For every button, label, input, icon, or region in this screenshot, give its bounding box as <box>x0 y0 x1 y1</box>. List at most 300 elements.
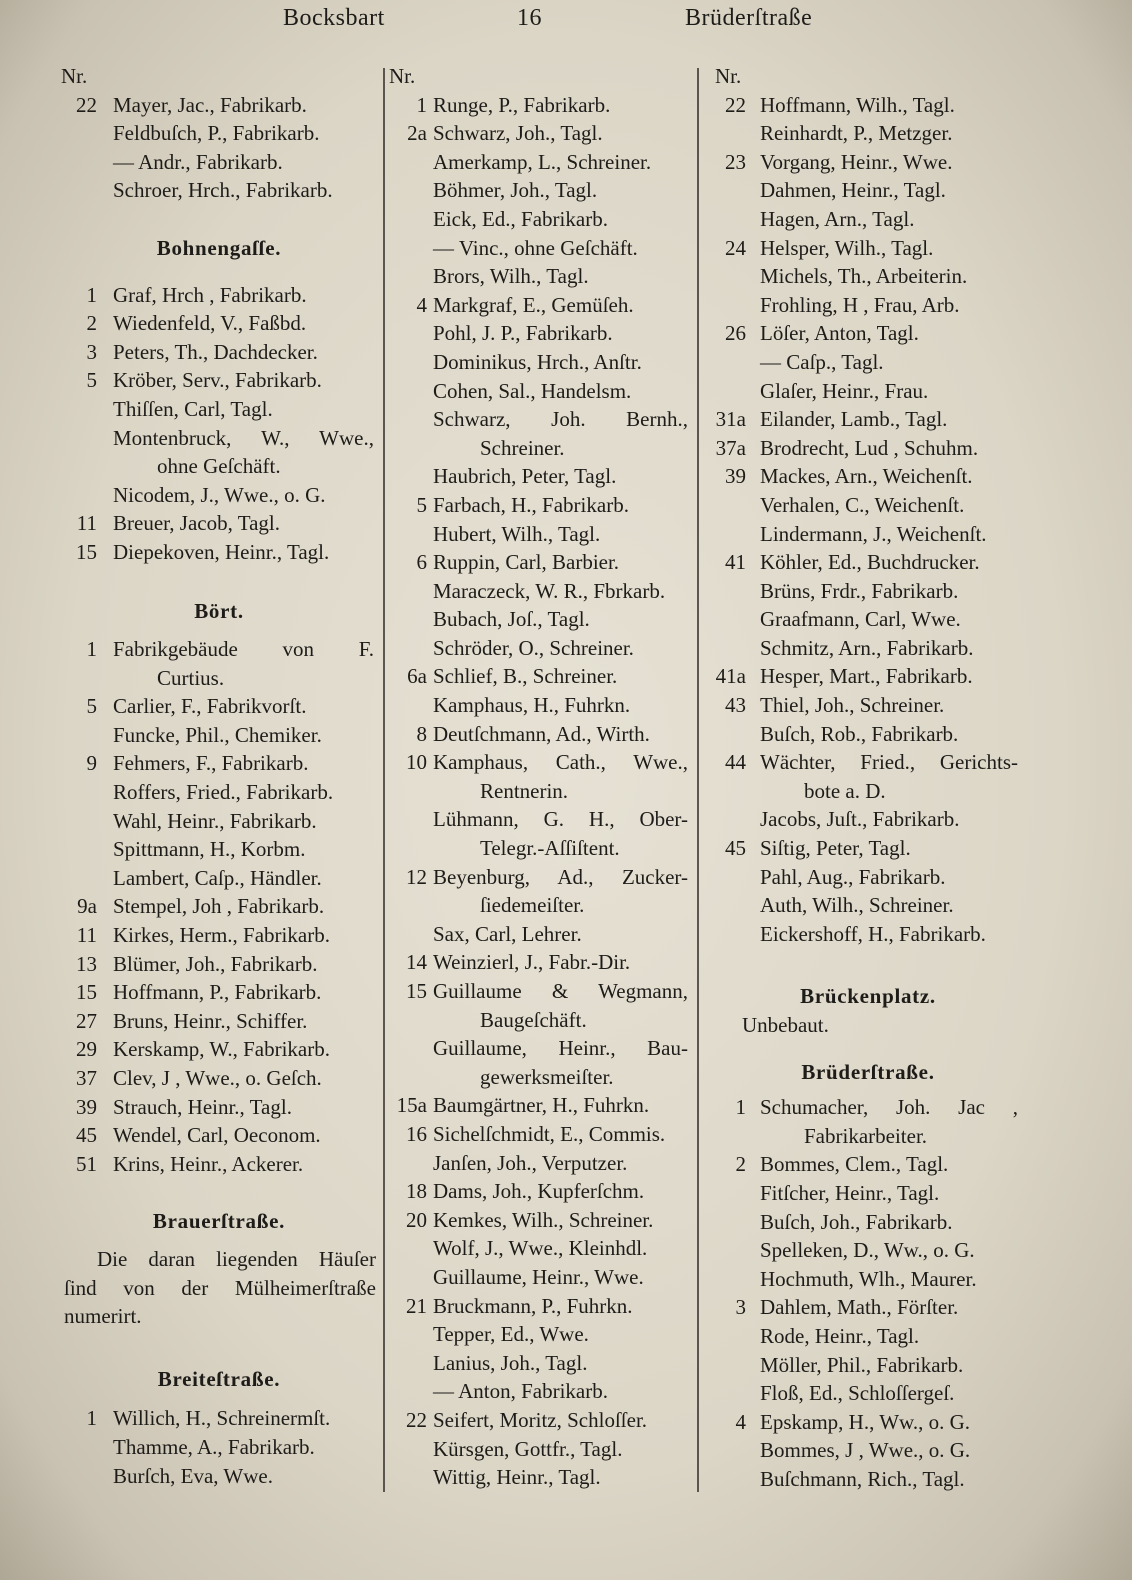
resident-entry: Peters, Th., Dachdecker. <box>113 339 318 364</box>
resident-entry: Wendel, Carl, Oeconom. <box>113 1123 321 1148</box>
resident-entry: Wiedenfeld, V., Faßbd. <box>113 311 307 336</box>
resident-entry: Lambert, Caſp., Händler. <box>113 865 322 890</box>
house-number: 4 <box>416 292 427 317</box>
resident-entry: Ruppin, Carl, Barbier. <box>433 550 620 575</box>
address-entry <box>712 748 1024 777</box>
address-entry <box>386 1435 694 1464</box>
resident-entry: Burſch, Eva, Wwe. <box>113 1463 273 1488</box>
street-note <box>58 1245 380 1331</box>
address-entry <box>386 548 694 577</box>
address-entry <box>712 234 1024 263</box>
house-number: 27 <box>76 1008 97 1033</box>
note-line: numerirt. <box>64 1304 142 1329</box>
address-entry <box>386 1206 694 1235</box>
resident-entry: Guillaume, Heinr., Wwe. <box>433 1264 644 1289</box>
street-note: Unbebaut. <box>742 1013 829 1037</box>
resident-entry: Dams, Joh., Kupferſchm. <box>433 1179 645 1204</box>
address-entry <box>386 291 694 320</box>
resident-entry: Spittmann, H., Korbm. <box>113 837 306 862</box>
resident-entry: Bommes, J , Wwe., o. G. <box>760 1438 971 1463</box>
street-heading: Brauerſtraße. <box>152 1209 286 1234</box>
address-entry <box>386 1406 694 1435</box>
resident-entry: Eilander, Lamb., Tagl. <box>760 407 948 432</box>
street-heading: Bört. <box>194 598 244 623</box>
house-number: 1 <box>86 637 97 662</box>
address-entry <box>58 921 380 950</box>
resident-entry: Deutſchmann, Ad., Wirth. <box>433 721 650 746</box>
address-entry <box>386 405 694 434</box>
column-divider <box>383 68 385 1492</box>
resident-entry: Floß, Ed., Schloſſergeſ. <box>760 1381 955 1406</box>
address-entry <box>386 863 694 892</box>
house-number: 6a <box>407 664 427 689</box>
house-number: 1 <box>86 282 97 307</box>
address-entry <box>386 148 694 177</box>
address-entry <box>386 1149 694 1178</box>
running-head-left: Bocksbart <box>283 5 385 31</box>
address-entry <box>58 749 380 778</box>
house-number: 37a <box>715 435 746 460</box>
resident-entry: Schwarz, Joh. Bernh., <box>433 407 688 432</box>
address-entry <box>386 1006 694 1035</box>
street-heading: Bohnengaſſe. <box>156 235 282 260</box>
address-entry <box>58 721 380 750</box>
address-entry <box>712 176 1024 205</box>
address-entry <box>712 805 1024 834</box>
resident-entry: Köhler, Ed., Buchdrucker. <box>760 550 980 575</box>
resident-entry: Vorgang, Heinr., Wwe. <box>760 149 953 174</box>
address-entry <box>386 462 694 491</box>
house-number: 8 <box>416 721 427 746</box>
house-number: 37 <box>76 1066 97 1090</box>
house-number: 39 <box>76 1094 97 1119</box>
resident-entry: Bruckmann, P., Fuhrkn. <box>433 1293 633 1318</box>
address-entry <box>386 119 694 148</box>
address-entry <box>712 319 1024 348</box>
resident-entry: Thiel, Joh., Schreiner. <box>760 693 945 718</box>
resident-entry: Markgraf, E., Gemüſeh. <box>433 292 634 317</box>
house-number: 5 <box>86 368 97 393</box>
resident-entry: Dahmen, Heinr., Tagl. <box>760 178 946 203</box>
address-entry <box>712 834 1024 863</box>
address-entry <box>712 1265 1024 1294</box>
resident-entry: Kemkes, Wilh., Schreiner. <box>433 1207 654 1232</box>
resident-entry: Mackes, Arn., Weichenſt. <box>760 464 973 489</box>
house-number: 15 <box>406 979 427 1003</box>
address-entry <box>386 577 694 606</box>
resident-entry: Auth, Wilh., Schreiner. <box>760 893 954 918</box>
resident-entry: Guillaume & Wegmann, <box>433 979 688 1003</box>
resident-entry: Hochmuth, Wlh., Maurer. <box>760 1266 977 1291</box>
house-number: 15a <box>396 1093 427 1118</box>
address-entry <box>712 205 1024 234</box>
resident-entry: Fabrikgebäude von F. <box>113 637 374 662</box>
house-number: 9a <box>77 894 97 919</box>
resident-entry: Hesper, Mart., Fabrikarb. <box>760 664 973 689</box>
address-entry <box>386 1349 694 1378</box>
address-entry <box>712 1408 1024 1437</box>
street-heading: Brückenplatz. <box>800 984 936 1009</box>
resident-entry: Stempel, Joh , Fabrikarb. <box>113 894 325 919</box>
address-entry <box>712 377 1024 406</box>
resident-entry: Buſchmann, Rich., Tagl. <box>760 1466 965 1491</box>
address-entry <box>58 1093 380 1122</box>
resident-entry: Strauch, Heinr., Tagl. <box>113 1094 292 1119</box>
address-entry <box>386 1377 694 1406</box>
resident-entry: Schlief, B., Schreiner. <box>433 664 618 689</box>
directory-column-3 <box>712 62 1024 1494</box>
address-entry <box>386 720 694 749</box>
address-entry <box>712 691 1024 720</box>
address-entry <box>58 778 380 807</box>
address-entry <box>386 1091 694 1120</box>
address-entry <box>58 366 380 395</box>
address-entry <box>712 91 1024 120</box>
number-column-label: Nr. <box>715 64 742 88</box>
house-number: 26 <box>725 321 746 346</box>
resident-entry: Kürsgen, Gottfr., Tagl. <box>433 1436 623 1461</box>
address-entry <box>386 434 694 463</box>
resident-entry: Diepekoven, Heinr., Tagl. <box>113 539 330 564</box>
resident-entry: Pahl, Aug., Fabrikarb. <box>760 864 946 889</box>
address-entry <box>386 662 694 691</box>
address-entry <box>386 1292 694 1321</box>
address-entry <box>386 605 694 634</box>
resident-entry: Reinhardt, P., Metzger. <box>760 121 953 146</box>
address-entry <box>712 348 1024 377</box>
resident-entry: Möller, Phil., Fabrikarb. <box>760 1352 964 1377</box>
address-entry <box>58 509 380 538</box>
resident-entry: Rode, Heinr., Tagl. <box>760 1323 920 1348</box>
address-entry <box>386 348 694 377</box>
house-number: 45 <box>76 1123 97 1148</box>
entry-continuation: Fabrikarbeiter. <box>804 1123 928 1148</box>
address-entry <box>58 424 380 453</box>
resident-entry: Eickershoff, H., Fabrikarb. <box>760 921 986 946</box>
address-entry <box>712 291 1024 320</box>
address-entry <box>58 91 380 120</box>
address-entry <box>386 691 694 720</box>
entry-continuation: Baugeſchäft. <box>480 1007 587 1032</box>
resident-entry: Maraczeck, W. R., Fbrkarb. <box>433 578 666 603</box>
resident-entry: Weinzierl, J., Fabr.-Dir. <box>433 950 631 975</box>
address-entry <box>386 834 694 863</box>
resident-entry: Sichelſchmidt, E., Commis. <box>433 1121 666 1146</box>
address-entry <box>712 462 1024 491</box>
resident-entry: Guillaume, Heinr., Bau- <box>433 1036 688 1061</box>
resident-entry: Brodrecht, Lud , Schuhm. <box>760 435 979 460</box>
address-entry <box>58 281 380 310</box>
house-number: 41a <box>715 664 746 689</box>
address-entry <box>58 452 380 481</box>
resident-entry: Jacobs, Juſt., Fabrikarb. <box>760 807 960 832</box>
resident-entry: Fitſcher, Heinr., Tagl. <box>760 1180 940 1205</box>
house-number: 41 <box>725 550 746 575</box>
address-entry <box>58 1007 380 1036</box>
resident-entry: Pohl, J. P., Fabrikarb. <box>433 321 613 346</box>
resident-entry: Siſtig, Peter, Tagl. <box>760 836 911 861</box>
resident-entry: Glaſer, Heinr., Frau. <box>760 378 929 403</box>
address-entry <box>712 405 1024 434</box>
resident-entry: Lindermann, J., Weichenſt. <box>760 521 987 546</box>
resident-entry: Tepper, Ed., Wwe. <box>433 1322 589 1347</box>
address-entry <box>712 720 1024 749</box>
address-entry <box>712 520 1024 549</box>
house-number: 1 <box>735 1095 746 1120</box>
address-entry <box>58 538 380 567</box>
address-entry <box>712 1179 1024 1208</box>
entry-continuation: Schreiner. <box>480 435 565 460</box>
address-entry <box>58 338 380 367</box>
address-entry <box>58 1121 380 1150</box>
address-entry <box>58 692 380 721</box>
address-entry <box>58 481 380 510</box>
address-entry <box>712 148 1024 177</box>
resident-entry: Bommes, Clem., Tagl. <box>760 1152 949 1177</box>
resident-entry: Verhalen, C., Weichenſt. <box>760 492 965 517</box>
address-entry <box>386 520 694 549</box>
resident-entry: Cohen, Sal., Handelsm. <box>433 378 632 403</box>
address-entry <box>58 1462 380 1491</box>
house-number: 1 <box>86 1406 97 1431</box>
resident-entry: Lühmann, G. H., Ober- <box>433 807 688 832</box>
address-entry <box>58 176 380 205</box>
address-entry <box>58 119 380 148</box>
house-number: 23 <box>725 149 746 174</box>
address-entry <box>712 1150 1024 1179</box>
house-number: 2a <box>407 121 427 146</box>
address-entry <box>712 119 1024 148</box>
address-entry <box>58 807 380 836</box>
resident-entry: — Anton, Fabrikarb. <box>433 1379 608 1404</box>
house-number: 2 <box>86 311 97 336</box>
resident-entry: Thamme, A., Fabrikarb. <box>113 1434 315 1459</box>
address-entry <box>58 835 380 864</box>
resident-entry: Clev, J , Wwe., o. Geſch. <box>113 1066 322 1090</box>
resident-entry: Hoffmann, Wilh., Tagl. <box>760 92 955 117</box>
resident-entry: Spelleken, D., Ww., o. G. <box>760 1238 975 1263</box>
resident-entry: Beyenburg, Ad., Zucker- <box>433 864 688 889</box>
address-entry <box>712 1322 1024 1351</box>
address-entry <box>386 977 694 1006</box>
address-entry <box>712 863 1024 892</box>
house-number: 22 <box>725 92 746 117</box>
resident-entry: Blümer, Joh., Fabrikarb. <box>113 951 318 976</box>
house-number: 9 <box>86 751 97 776</box>
resident-entry: Dahlem, Math., Förſter. <box>760 1295 959 1320</box>
resident-entry: Kröber, Serv., Fabrikarb. <box>113 368 322 393</box>
address-entry <box>712 1436 1024 1465</box>
resident-entry: Schmitz, Arn., Fabrikarb. <box>760 635 974 660</box>
entry-continuation: gewerksmeiſter. <box>480 1064 614 1089</box>
resident-entry: Baumgärtner, H., Fuhrkn. <box>433 1093 650 1118</box>
resident-entry: Buſch, Joh., Fabrikarb. <box>760 1209 953 1234</box>
house-number: 4 <box>735 1409 746 1434</box>
address-entry <box>386 234 694 263</box>
house-number: 5 <box>86 694 97 719</box>
house-number: 45 <box>725 836 746 861</box>
house-number: 3 <box>86 339 97 364</box>
address-entry <box>386 634 694 663</box>
address-entry <box>712 1093 1024 1122</box>
resident-entry: Wittig, Heinr., Tagl. <box>433 1465 601 1490</box>
house-number: 44 <box>725 750 746 775</box>
house-number: 12 <box>406 864 427 889</box>
house-number: 29 <box>76 1037 97 1062</box>
resident-entry: Kamphaus, H., Fuhrkn. <box>433 693 631 718</box>
resident-entry: Wolf, J., Wwe., Kleinhdl. <box>433 1236 648 1261</box>
resident-entry: Schumacher, Joh. Jac , <box>760 1095 1018 1120</box>
number-column-label: Nr. <box>389 64 416 88</box>
entry-continuation: Rentnerin. <box>480 778 569 803</box>
address-entry <box>712 1122 1024 1151</box>
house-number: 1 <box>416 92 427 117</box>
house-number: 14 <box>406 950 427 975</box>
house-number: 22 <box>76 92 97 117</box>
number-column-label: Nr. <box>61 64 88 88</box>
resident-entry: Fehmers, F., Fabrikarb. <box>113 751 309 776</box>
street-heading: Brüderſtraße. <box>801 1059 935 1084</box>
address-entry <box>58 309 380 338</box>
resident-entry: Brüns, Frdr., Fabrikarb. <box>760 578 959 603</box>
address-entry <box>386 777 694 806</box>
address-entry <box>712 891 1024 920</box>
resident-entry: Böhmer, Joh., Tagl. <box>433 178 598 203</box>
address-entry <box>712 1465 1024 1494</box>
address-entry <box>58 1404 380 1433</box>
address-entry <box>386 805 694 834</box>
note-line: ſind von der Mülheimerſtraße <box>64 1275 376 1300</box>
resident-entry: Wahl, Heinr., Fabrikarb. <box>113 808 317 833</box>
address-entry <box>386 948 694 977</box>
house-number: 16 <box>406 1121 427 1146</box>
address-entry <box>386 91 694 120</box>
column-divider <box>697 68 699 1492</box>
street-heading: Breiteſtraße. <box>157 1366 281 1391</box>
resident-entry: Graafmann, Carl, Wwe. <box>760 607 961 632</box>
resident-entry: Buſch, Rob., Fabrikarb. <box>760 721 959 746</box>
address-entry <box>712 777 1024 806</box>
resident-entry: Frohling, H , Frau, Arb. <box>760 292 960 317</box>
resident-entry: Eick, Ed., Fabrikarb. <box>433 206 608 231</box>
resident-entry: Bruns, Heinr., Schiffer. <box>113 1008 308 1033</box>
house-number: 39 <box>725 464 746 489</box>
address-entry <box>712 662 1024 691</box>
address-entry <box>386 748 694 777</box>
resident-entry: Amerkamp, L., Schreiner. <box>433 149 652 174</box>
resident-entry: Wächter, Fried., Gerichts- <box>760 750 1018 775</box>
resident-entry: — Andr., Fabrikarb. <box>113 149 283 174</box>
address-entry <box>386 1463 694 1492</box>
resident-entry: Breuer, Jacob, Tagl. <box>113 511 280 536</box>
address-entry <box>386 319 694 348</box>
address-entry <box>58 664 380 693</box>
address-entry <box>58 950 380 979</box>
house-number: 6 <box>416 550 427 575</box>
house-number: 13 <box>76 951 97 976</box>
resident-entry: Graf, Hrch , Fabrikarb. <box>113 282 307 307</box>
house-number: 15 <box>76 980 97 1005</box>
address-entry <box>386 1063 694 1092</box>
resident-entry: Nicodem, J., Wwe., o. G. <box>113 482 326 507</box>
address-entry <box>386 491 694 520</box>
house-number: 31a <box>715 407 746 432</box>
resident-entry: Hoffmann, P., Fabrikarb. <box>113 980 322 1005</box>
address-entry <box>58 1035 380 1064</box>
address-entry <box>712 605 1024 634</box>
resident-entry: Schwarz, Joh., Tagl. <box>433 121 603 146</box>
resident-entry: Haubrich, Peter, Tagl. <box>433 464 617 489</box>
address-entry <box>712 1293 1024 1322</box>
note-line: Die daran liegenden Häuſer <box>97 1246 376 1271</box>
resident-entry: Janſen, Joh., Verputzer. <box>433 1150 628 1175</box>
house-number: 3 <box>735 1295 746 1320</box>
resident-entry: Kamphaus, Cath., Wwe., <box>433 750 688 775</box>
resident-entry: Kerskamp, W., Fabrikarb. <box>113 1037 330 1062</box>
entry-continuation: bote a. D. <box>804 778 886 803</box>
house-number: 11 <box>76 511 97 536</box>
address-entry <box>386 377 694 406</box>
address-entry <box>58 1433 380 1462</box>
directory-column-1 <box>58 62 380 1490</box>
resident-entry: Schroer, Hrch., Fabrikarb. <box>113 178 333 203</box>
house-number: 15 <box>76 539 97 564</box>
resident-entry: Seifert, Moritz, Schloſſer. <box>433 1407 648 1432</box>
address-entry <box>386 1263 694 1292</box>
house-number: 21 <box>406 1293 427 1318</box>
running-head-right: Brüderſtraße <box>685 5 813 31</box>
resident-entry: Epskamp, H., Ww., o. G. <box>760 1409 970 1434</box>
resident-entry: Brors, Wilh., Tagl. <box>433 264 589 289</box>
resident-entry: Feldbuſch, P., Fabrikarb. <box>113 121 320 146</box>
resident-entry: Montenbruck, W., Wwe., <box>113 425 374 450</box>
resident-entry: Bubach, Joſ., Tagl. <box>433 607 590 632</box>
house-number: 51 <box>76 1151 97 1176</box>
address-entry <box>58 635 380 664</box>
house-number: 22 <box>406 1407 427 1432</box>
directory-column-2 <box>386 62 694 1492</box>
house-number: 10 <box>406 750 427 775</box>
address-entry <box>712 434 1024 463</box>
house-number: 5 <box>416 492 427 517</box>
address-entry <box>712 577 1024 606</box>
address-entry <box>386 1177 694 1206</box>
address-entry <box>58 864 380 893</box>
address-entry <box>386 1320 694 1349</box>
address-entry <box>712 262 1024 291</box>
resident-entry: Hubert, Wilh., Tagl. <box>433 521 601 546</box>
address-entry <box>58 892 380 921</box>
entry-continuation: ohne Geſchäft. <box>157 454 281 479</box>
resident-entry: Farbach, H., Fabrikarb. <box>433 492 629 517</box>
address-entry <box>386 920 694 949</box>
house-number: 20 <box>406 1207 427 1232</box>
resident-entry: Runge, P., Fabrikarb. <box>433 92 611 117</box>
address-entry <box>386 262 694 291</box>
house-number: 24 <box>725 235 746 260</box>
address-entry <box>712 1236 1024 1265</box>
resident-entry: Lanius, Joh., Tagl. <box>433 1350 588 1375</box>
address-entry <box>712 1351 1024 1380</box>
resident-entry: Thiſſen, Carl, Tagl. <box>113 396 273 421</box>
address-entry <box>712 491 1024 520</box>
address-entry <box>712 1379 1024 1408</box>
resident-entry: — Vinc., ohne Geſchäft. <box>433 235 638 260</box>
entry-continuation: Telegr.-Aſſiſtent. <box>480 836 620 861</box>
resident-entry: Willich, H., Schreinermſt. <box>113 1406 331 1431</box>
address-entry <box>58 1150 380 1179</box>
house-number: 11 <box>76 923 97 948</box>
